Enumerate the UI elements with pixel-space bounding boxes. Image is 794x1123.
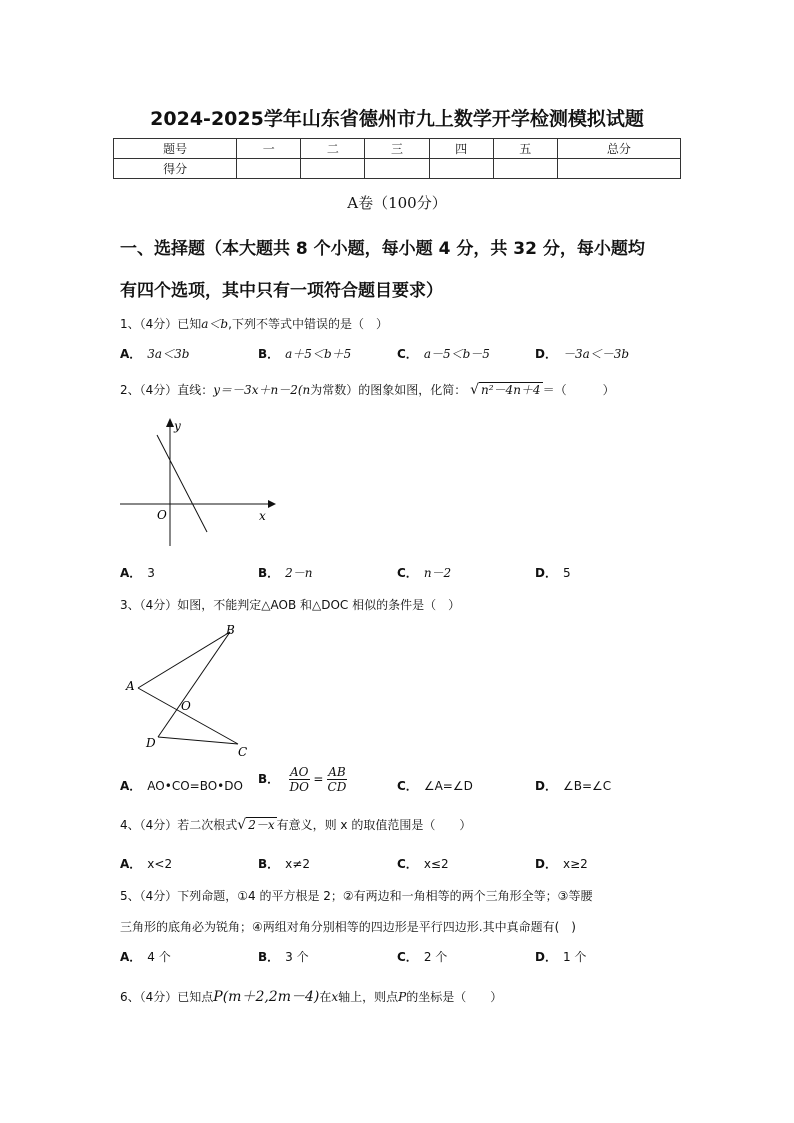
frac-denominator: DO — [289, 780, 309, 794]
option-text: 2 个 — [423, 950, 448, 964]
volume-label: A卷（100分） — [347, 194, 447, 212]
q4-radicand: 2－x — [248, 818, 275, 832]
q1-condition: a＜b — [201, 317, 229, 331]
q2-radicand: n²－4n＋4 — [481, 383, 541, 397]
frac-denominator: CD — [327, 780, 347, 794]
q1-prefix: 1、（4分）已知 — [120, 317, 202, 331]
point-d-label: D — [146, 736, 156, 750]
option-label: B． — [258, 857, 280, 871]
option-label: C． — [397, 347, 418, 361]
q5-option-d[interactable] — [535, 948, 586, 965]
q2-mid: 为常数）的图象如图，化简： — [310, 383, 467, 397]
option-text: 4 个 — [147, 950, 171, 964]
option-text: －3a＜－3b — [562, 347, 630, 361]
question-3: 3、（4分）如图，不能判定△AOB 和△DOC 相似的条件是（ ） — [120, 598, 461, 612]
point-b-label: B — [226, 623, 235, 637]
frac-numerator: AO — [289, 765, 309, 779]
score-header-cell: 二 — [301, 139, 365, 159]
q6-p: P — [398, 990, 407, 1004]
score-header-cell: 总分 — [557, 139, 680, 159]
option-text: a＋5＜b＋5 — [285, 347, 352, 361]
question-5-line2: 三角形的底角必为锐角；④两组对角分别相等的四边形是平行四边形.其中真命题有( ) — [120, 920, 576, 934]
origin-label: O — [157, 508, 167, 522]
q2-option-a[interactable] — [120, 564, 155, 581]
q4-option-b[interactable] — [258, 855, 310, 872]
option-label: B． — [258, 347, 280, 361]
option-label: D． — [535, 950, 557, 964]
option-text: 1 个 — [562, 950, 587, 964]
q2-line-graph — [112, 415, 277, 550]
q6-axis: x — [331, 990, 339, 1004]
q3-option-a[interactable] — [120, 777, 243, 794]
q3-fraction-2 — [327, 765, 346, 794]
option-label: D． — [535, 779, 557, 793]
x-axis-arrow — [268, 500, 276, 508]
q1-option-d[interactable] — [535, 345, 629, 362]
q3-triangle-figure — [120, 620, 260, 765]
option-label: D． — [535, 566, 557, 580]
q3-option-b[interactable] — [258, 765, 347, 794]
point-c-label: C — [238, 745, 248, 759]
q2-prefix: 2、（4分）直线： — [120, 383, 214, 397]
q1-suffix: ,下列不等式中错误的是（ ） — [228, 317, 388, 331]
option-label: D． — [535, 857, 557, 871]
score-header-cell: 四 — [429, 139, 493, 159]
q2-expression: y＝－3x＋n－2(n — [213, 383, 311, 397]
q2-option-b[interactable] — [258, 564, 313, 581]
q2-option-d[interactable] — [535, 564, 571, 581]
point-o-label: O — [181, 699, 191, 713]
score-cell[interactable] — [365, 159, 429, 179]
option-label: C． — [397, 566, 418, 580]
option-text: ∠B=∠C — [562, 779, 612, 793]
q6-point: P(m＋2,2m－4) — [213, 989, 320, 1005]
q4-suffix: 有意义，则 x 的取值范围是（ ） — [276, 818, 472, 832]
q6-mid2: 轴上，则点 — [338, 990, 399, 1004]
q3-option-d[interactable] — [535, 777, 611, 794]
frac-numerator: AB — [328, 765, 346, 779]
question-5-line1: 5、（4分）下列命题，①4 的平方根是 2；②有两边和一角相等的两个三角形全等；③等腰 — [120, 889, 593, 903]
option-label: A． — [120, 779, 142, 793]
segment-ab — [138, 632, 230, 688]
score-table-header-row — [114, 139, 681, 159]
option-text: 5 — [562, 566, 571, 580]
score-cell[interactable] — [301, 159, 365, 179]
q3-option-c[interactable] — [397, 777, 473, 794]
section-heading-line2: 有四个选项，其中只有一项符合题目要求） — [120, 281, 443, 301]
score-row-label: 得分 — [114, 159, 237, 179]
option-text: x<2 — [147, 857, 173, 871]
option-text: a－5＜b－5 — [423, 347, 490, 361]
option-text: 2－n — [285, 566, 313, 580]
score-header-cell: 一 — [237, 139, 301, 159]
equals-sign: = — [313, 772, 324, 786]
option-label: C． — [397, 857, 418, 871]
q4-option-d[interactable] — [535, 855, 588, 872]
q1-option-a[interactable] — [120, 345, 189, 362]
q5-option-b[interactable] — [258, 948, 309, 965]
option-label: D． — [535, 347, 557, 361]
y-axis-label: y — [174, 419, 181, 433]
score-header-cell: 五 — [493, 139, 557, 159]
option-text: n－2 — [423, 566, 452, 580]
option-label: A． — [120, 857, 142, 871]
question-6 — [120, 986, 502, 1006]
q6-mid: 在 — [319, 990, 332, 1004]
option-text: ∠A=∠D — [423, 779, 473, 793]
section-heading-line1: 一、选择题（本大题共 8 个小题，每小题 4 分，共 32 分，每小题均 — [120, 239, 645, 259]
q1-option-b[interactable] — [258, 345, 351, 362]
score-header-cell: 三 — [365, 139, 429, 159]
option-label: B． — [258, 950, 280, 964]
score-header-cell: 题号 — [114, 139, 237, 159]
q3-fraction-1 — [289, 765, 310, 794]
q2-suffix: ＝（ ） — [542, 383, 615, 397]
q4-option-a[interactable] — [120, 855, 172, 872]
segment-bd — [158, 632, 230, 737]
page-title: 2024-2025学年山东省德州市九上数学开学检测模拟试题 — [150, 108, 644, 130]
score-cell[interactable] — [237, 159, 301, 179]
option-label: C． — [397, 950, 418, 964]
score-table-score-row — [114, 159, 681, 179]
x-axis-label: x — [259, 509, 266, 523]
option-text: x≠2 — [285, 857, 310, 871]
score-table — [113, 138, 681, 179]
q2-option-c[interactable] — [397, 564, 451, 581]
option-label: A． — [120, 566, 142, 580]
option-text: 3 个 — [285, 950, 309, 964]
option-text: 3 — [147, 566, 155, 580]
option-text: x≥2 — [562, 857, 588, 871]
option-text: AO•CO=BO•DO — [147, 779, 243, 793]
score-cell[interactable] — [493, 159, 557, 179]
question-4: 4、（4分）若二次根式√ 2－x 有意义，则 x 的取值范围是（ ） — [120, 817, 472, 833]
option-label: B． — [258, 566, 280, 580]
y-axis-arrow — [166, 418, 174, 427]
point-a-label: A — [126, 679, 135, 693]
q4-option-c[interactable] — [397, 855, 449, 872]
question-2: 2、（4分）直线：y＝－3x＋n－2(n为常数）的图象如图，化简： √ n²－4n＋4 ＝（ ） — [120, 382, 615, 398]
score-cell[interactable] — [429, 159, 493, 179]
segment-dc — [158, 737, 238, 744]
score-cell[interactable] — [557, 159, 680, 179]
q1-option-c[interactable] — [397, 345, 490, 362]
option-label: A． — [120, 950, 142, 964]
option-label: A． — [120, 347, 142, 361]
q5-option-a[interactable] — [120, 948, 171, 965]
q6-suffix: 的坐标是（ ） — [406, 990, 503, 1004]
option-label: B． — [258, 772, 280, 786]
option-text: x≤2 — [423, 857, 449, 871]
q6-prefix: 6、（4分）已知点 — [120, 990, 214, 1004]
q4-prefix: 4、（4分）若二次根式 — [120, 818, 238, 832]
q5-option-c[interactable] — [397, 948, 447, 965]
question-1 — [120, 315, 388, 332]
option-label: C． — [397, 779, 418, 793]
option-text: 3a＜3b — [147, 347, 190, 361]
